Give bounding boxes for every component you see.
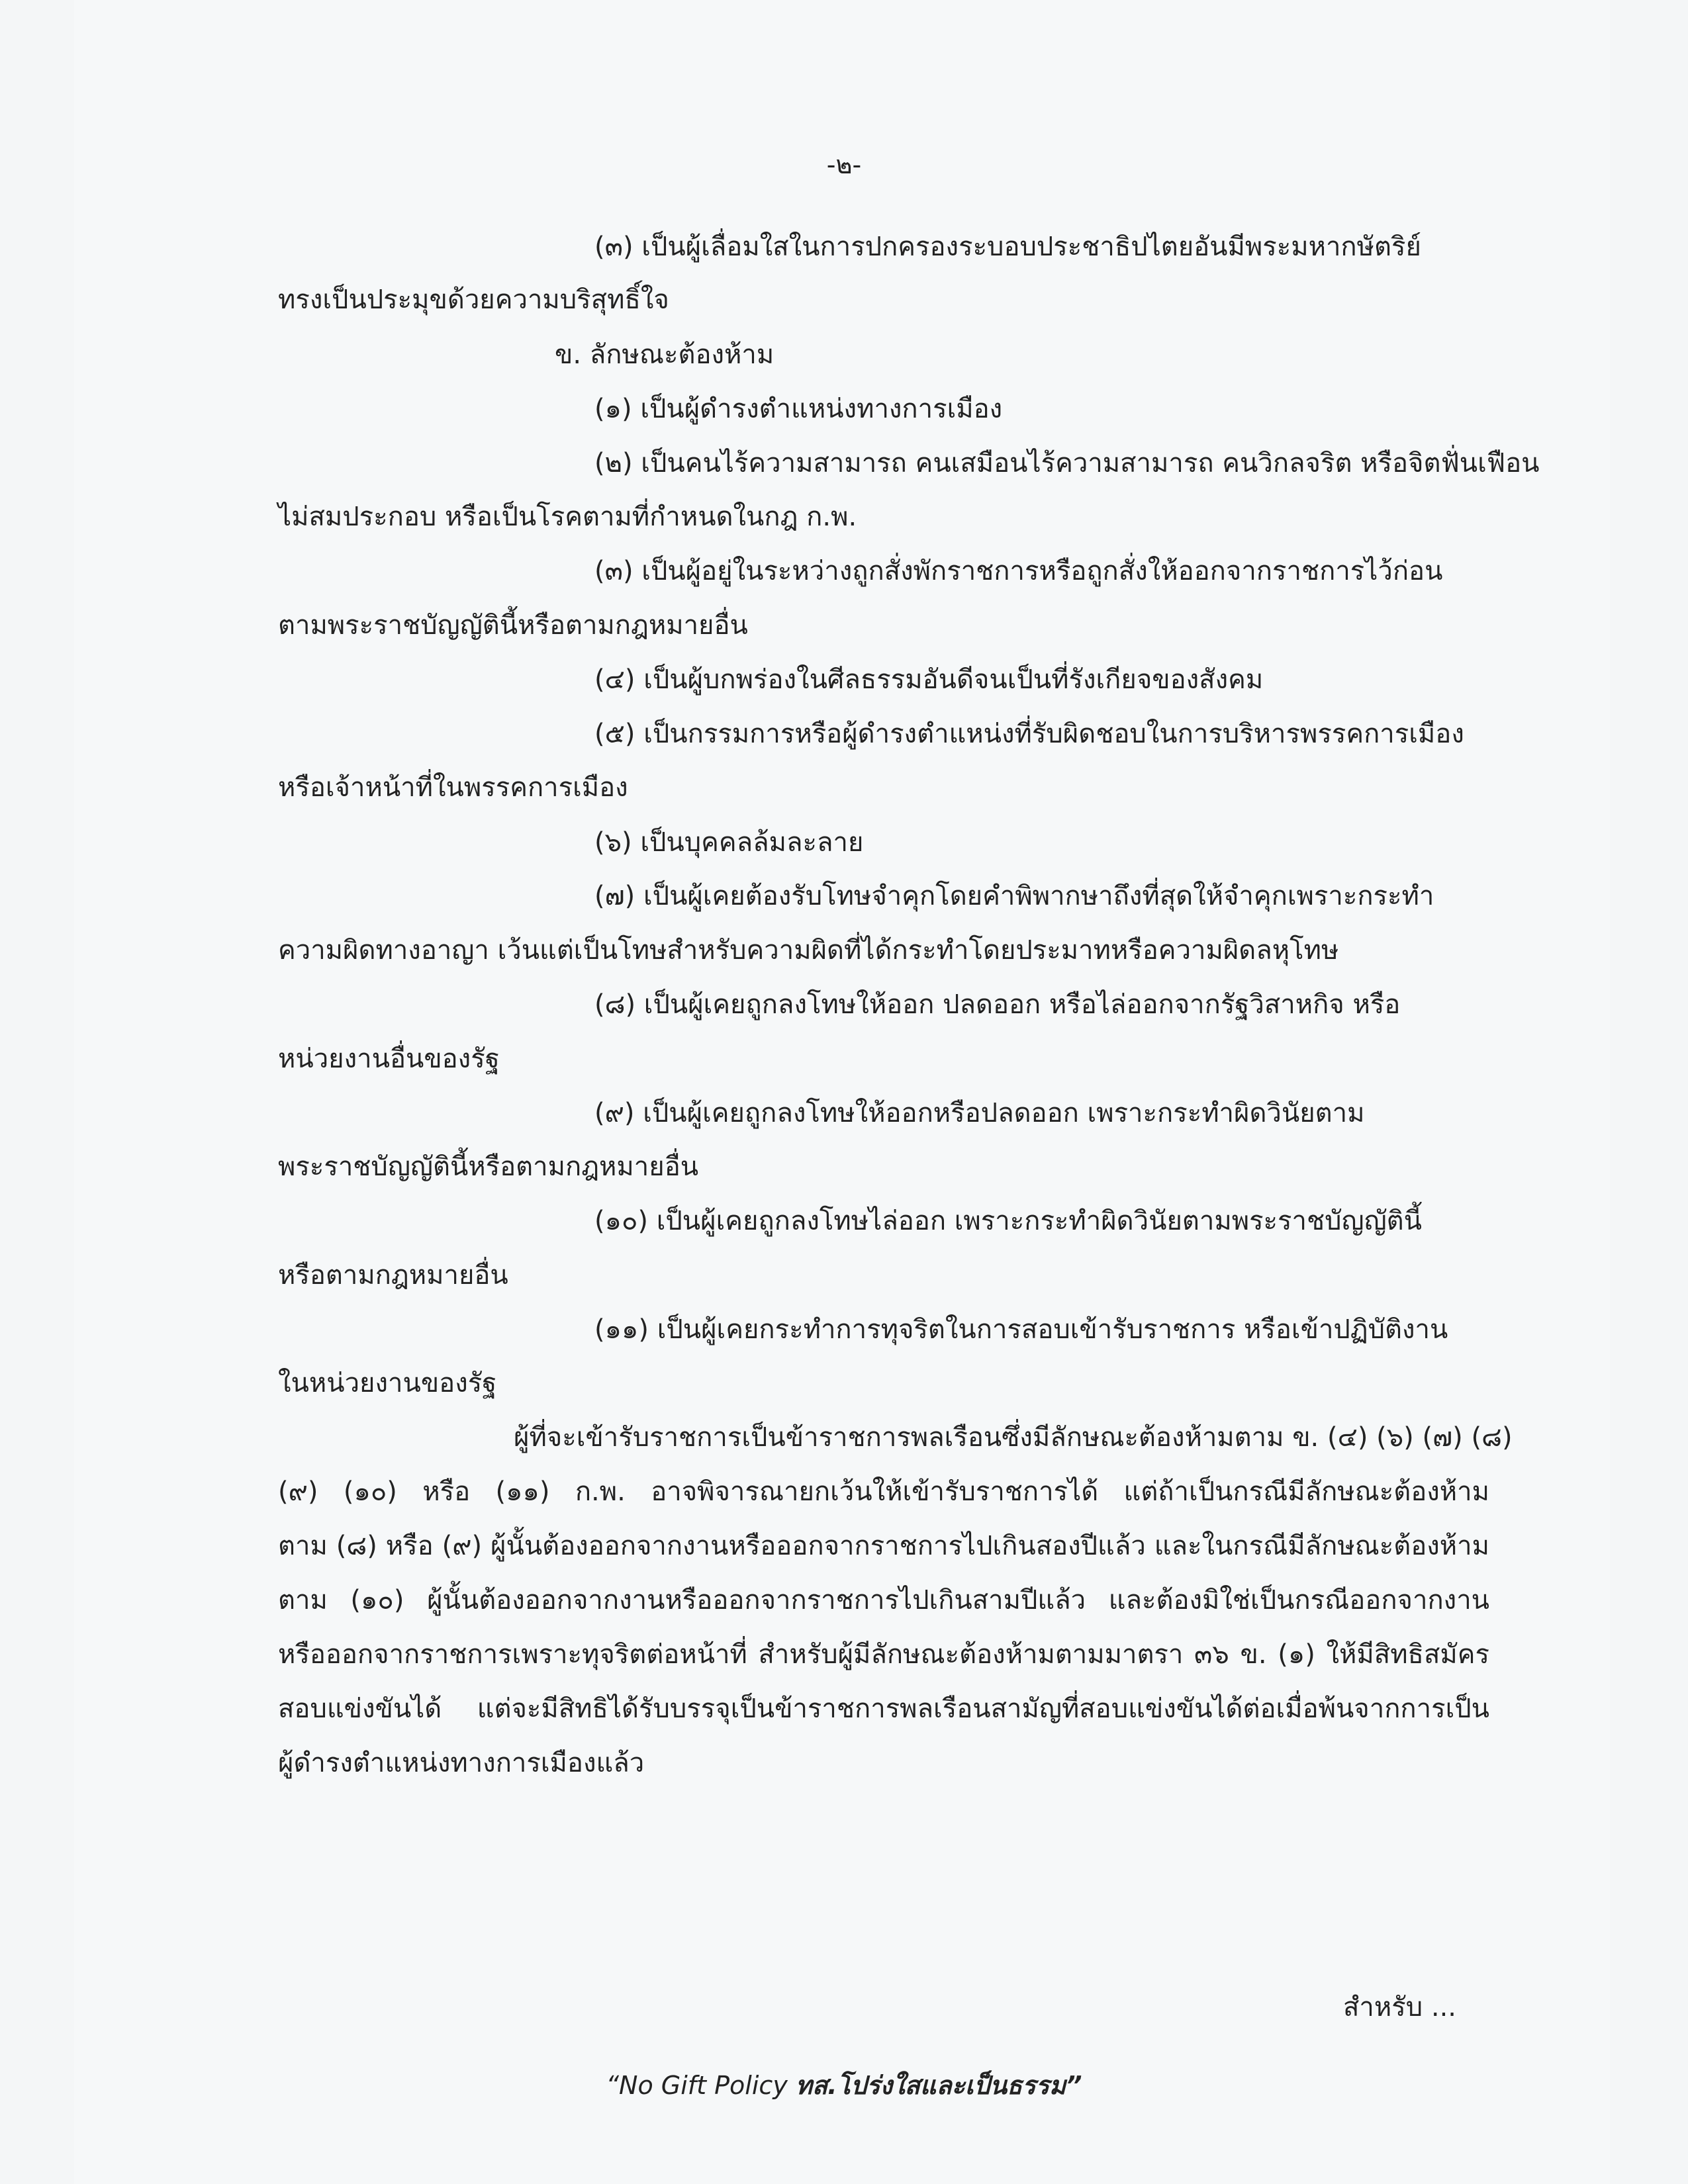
prohibition-8-line-1: (๘) เป็นผู้เคยถูกลงโทษให้ออก ปลดออก หรือไล่ออกจากรัฐวิสาหกิจ หรือ bbox=[594, 989, 1401, 1020]
prohibition-3-line-1: (๓) เป็นผู้อยู่ในระหว่างถูกสั่งพักราชการหรือถูกสั่งให้ออกจากราชการไว้ก่อน bbox=[594, 556, 1443, 586]
prohibition-10-line-1: (๑๐) เป็นผู้เคยถูกลงโทษไล่ออก เพราะกระทำผิดวินัยตามพระราชบัญญัตินี้ bbox=[594, 1206, 1422, 1236]
footer-slogan-th: ทส.โปร่งใสและเป็นธรรม” bbox=[795, 2071, 1082, 2100]
paragraph-line-2: (๙) (๑๐) หรือ (๑๑) ก.พ. อาจพิจารณายกเว้นให้เข้ารับราชการได้ แต่ถ้าเป็นกรณีมีลักษณะต้องห้าม bbox=[278, 1477, 1489, 1507]
paragraph-line-5: หรือออกจากราชการเพราะทุจริตต่อหน้าที่ สำหรับผู้มีลักษณะต้องห้ามตามมาตรา ๓๖ ข. (๑) ให้มีสิทธิสมัคร bbox=[278, 1639, 1489, 1670]
prohibition-5-line-2: หรือเจ้าหน้าที่ในพรรคการเมือง bbox=[278, 772, 628, 803]
continued-marker: สำหรับ ... bbox=[1343, 1992, 1456, 2023]
prohibition-7-line-1: (๗) เป็นผู้เคยต้องรับโทษจำคุกโดยคำพิพากษาถึงที่สุดให้จำคุกเพราะกระทำ bbox=[594, 881, 1434, 911]
item-3-line-2: ทรงเป็นประมุขด้วยความบริสุทธิ์ใจ bbox=[278, 285, 669, 315]
footer-slogan-en: “No Gift Policy bbox=[606, 2071, 788, 2100]
prohibition-1: (๑) เป็นผู้ดำรงตำแหน่งทางการเมือง bbox=[594, 394, 1003, 424]
prohibition-5-line-1: (๕) เป็นกรรมการหรือผู้ดำรงตำแหน่งที่รับผิดชอบในการบริหารพรรคการเมือง bbox=[594, 719, 1464, 749]
prohibition-6: (๖) เป็นบุคคลล้มละลาย bbox=[594, 827, 864, 858]
prohibition-7-line-2: ความผิดทางอาญา เว้นแต่เป็นโทษสำหรับความผิดที่ได้กระทำโดยประมาทหรือความผิดลหุโทษ bbox=[278, 935, 1339, 966]
page-number: -๒- bbox=[826, 150, 862, 179]
prohibition-9-line-2: พระราชบัญญัตินี้หรือตามกฎหมายอื่น bbox=[278, 1152, 699, 1182]
section-heading-prohibitions: ข. ลักษณะต้องห้าม bbox=[555, 340, 774, 370]
prohibition-2-line-1: (๒) เป็นคนไร้ความสามารถ คนเสมือนไร้ความสามารถ คนวิกลจริต หรือจิตฟั่นเฟือน bbox=[594, 448, 1540, 478]
paragraph-line-7: ผู้ดำรงตำแหน่งทางการเมืองแล้ว bbox=[278, 1748, 645, 1778]
document-page bbox=[74, 0, 1610, 2184]
paragraph-line-4: ตาม (๑๐) ผู้นั้นต้องออกจากงานหรือออกจากราชการไปเกินสามปีแล้ว และต้องมิใช่เป็นกรณีออกจากงาน bbox=[278, 1585, 1489, 1615]
paragraph-line-1: ผู้ที่จะเข้ารับราชการเป็นข้าราชการพลเรือนซึ่งมีลักษณะต้องห้ามตาม ข. (๔) (๖) (๗) (๘) bbox=[514, 1422, 1513, 1453]
prohibition-8-line-2: หน่วยงานอื่นของรัฐ bbox=[278, 1044, 500, 1074]
prohibition-11-line-1: (๑๑) เป็นผู้เคยกระทำการทุจริตในการสอบเข้ารับราชการ หรือเข้าปฏิบัติงาน bbox=[594, 1314, 1448, 1345]
prohibition-11-line-2: ในหน่วยงานของรัฐ bbox=[278, 1368, 497, 1398]
paragraph-line-3: ตาม (๘) หรือ (๙) ผู้นั้นต้องออกจากงานหรือออกจากราชการไปเกินสองปีแล้ว และในกรณีมีลักษณะต้องห้าม bbox=[278, 1531, 1489, 1561]
prohibition-10-line-2: หรือตามกฎหมายอื่น bbox=[278, 1260, 508, 1291]
prohibition-3-line-2: ตามพระราชบัญญัตินี้หรือตามกฎหมายอื่น bbox=[278, 610, 748, 641]
prohibition-4: (๔) เป็นผู้บกพร่องในศีลธรรมอันดีจนเป็นที่รังเกียจของสังคม bbox=[594, 664, 1264, 695]
prohibition-2-line-2: ไม่สมประกอบ หรือเป็นโรคตามที่กำหนดในกฎ ก.พ. bbox=[278, 502, 857, 532]
item-3-line-1: (๓) เป็นผู้เลื่อมใสในการปกครองระบอบประชาธิปไตยอันมีพระมหากษัตริย์ bbox=[594, 232, 1421, 262]
prohibition-9-line-1: (๙) เป็นผู้เคยถูกลงโทษให้ออกหรือปลดออก เพราะกระทำผิดวินัยตาม bbox=[594, 1098, 1365, 1128]
paragraph-line-6: สอบแข่งขันได้ แต่จะมีสิทธิได้รับบรรจุเป็นข้าราชการพลเรือนสามัญที่สอบแข่งขันได้ต่อเมื่อพ้นจากการเป็น bbox=[278, 1694, 1489, 1724]
footer-slogan bbox=[0, 2065, 1688, 2105]
